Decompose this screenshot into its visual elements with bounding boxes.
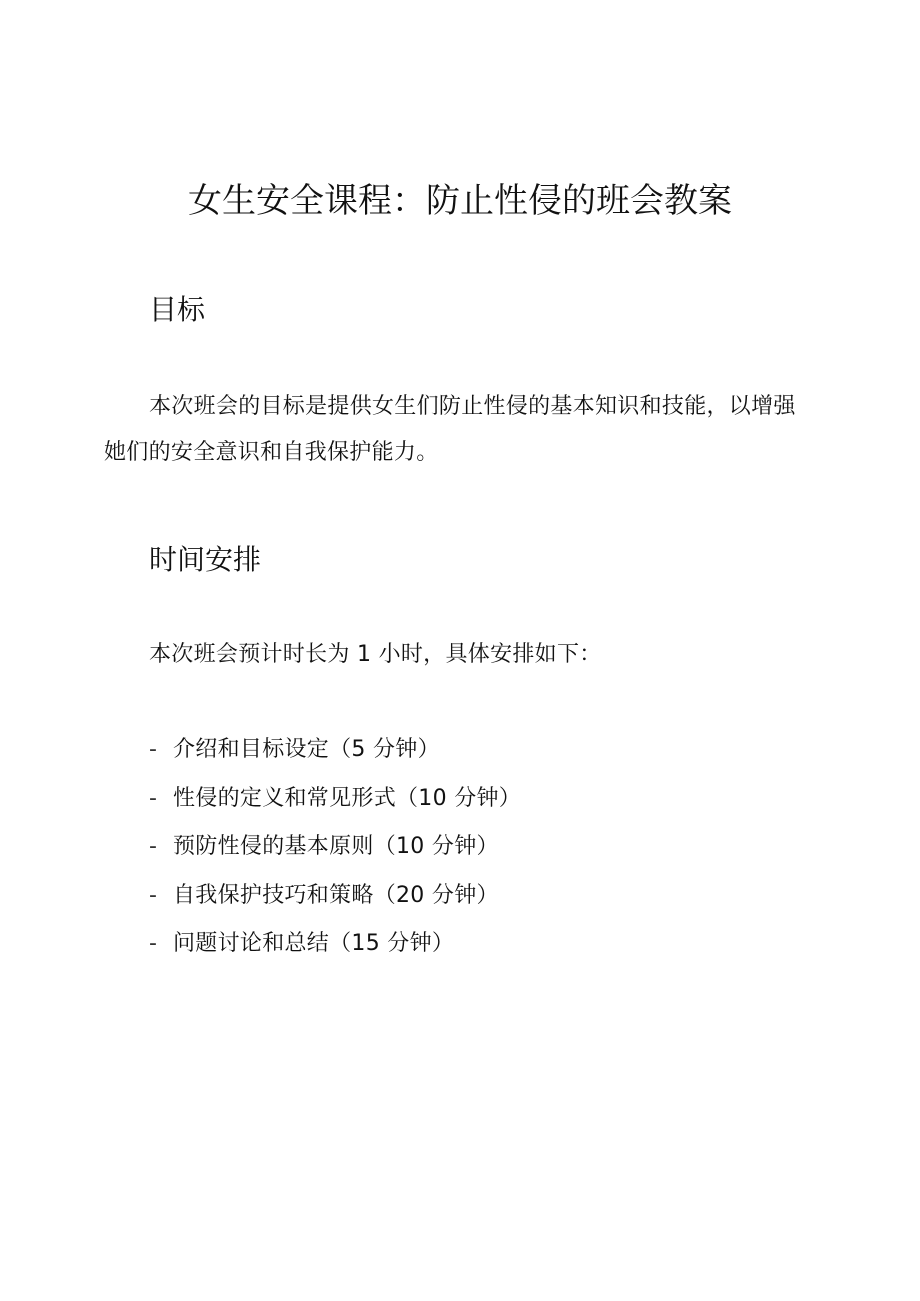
list-item: [149, 872, 521, 921]
list-item-text: 介绍和目标设定（5 分钟）: [173, 737, 440, 762]
list-bullet: -: [149, 882, 158, 908]
list-bullet: -: [149, 737, 158, 762]
list-item: [149, 775, 521, 824]
schedule-intro-paragraph: 本次班会预计时长为 1 小时，具体安排如下：: [149, 642, 602, 667]
list-item-text: 预防性侵的基本原则（10 分钟）: [173, 834, 499, 859]
list-item: [149, 726, 521, 775]
list-item: [149, 823, 521, 872]
list-item: [149, 920, 521, 969]
list-item-text: 问题讨论和总结（15 分钟）: [173, 931, 455, 956]
goal-paragraph: 本次班会的目标是提供女生们防止性侵的基本知识和技能，以增强她们的安全意识和自我保护能力。: [104, 394, 796, 465]
list-bullet: -: [149, 931, 158, 956]
schedule-list: [149, 726, 521, 969]
section-heading-goal: 目标: [149, 293, 206, 326]
list-item-text: 自我保护技巧和策略（20 分钟）: [173, 882, 499, 908]
list-item-text: 性侵的定义和常见形式（10 分钟）: [173, 785, 522, 811]
section-heading-schedule: 时间安排: [149, 543, 262, 576]
list-bullet: -: [149, 785, 158, 811]
list-bullet: -: [149, 834, 158, 859]
document-title: 女生安全课程：防止性侵的班会教案: [188, 181, 732, 221]
